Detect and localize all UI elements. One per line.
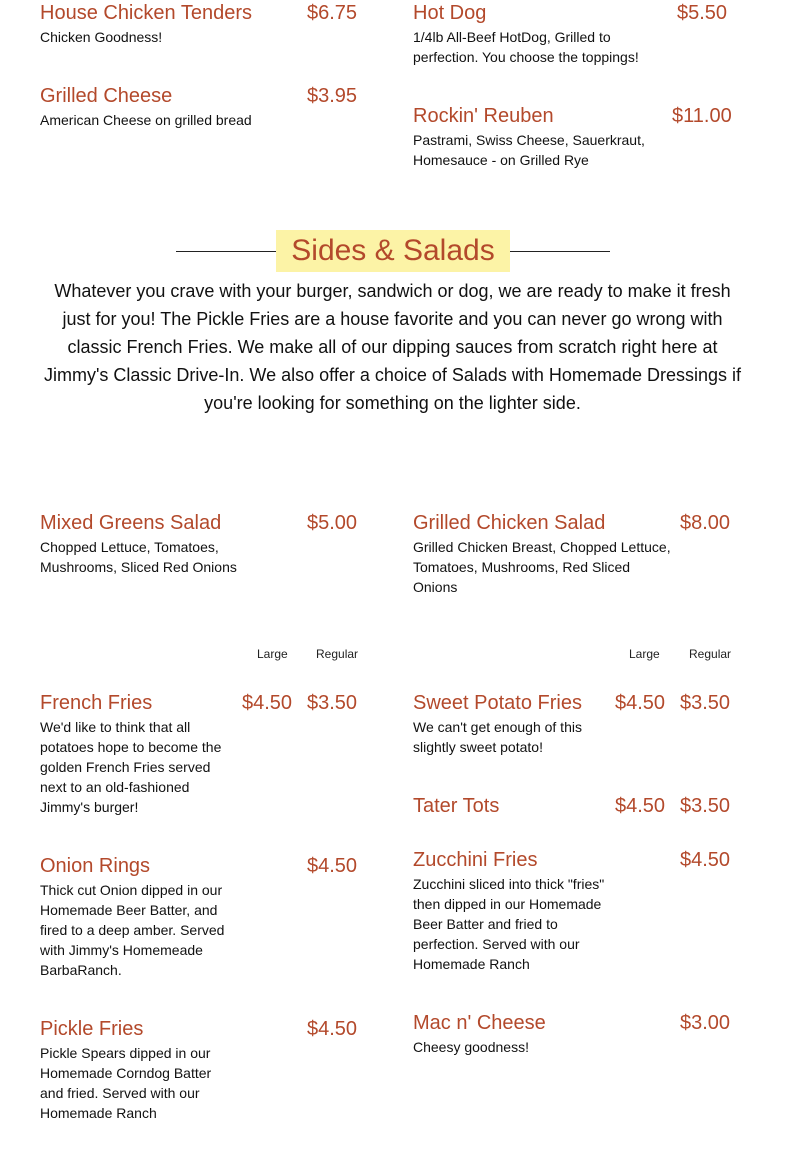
item-price-regular: $3.50 xyxy=(680,692,731,714)
item-name: Zucchini Fries xyxy=(413,849,538,871)
item-name: Mixed Greens Salad xyxy=(40,512,222,534)
item-description: Cheesy goodness! xyxy=(413,1039,529,1055)
item-price: $4.50 xyxy=(307,855,358,877)
size-label-regular: Regular xyxy=(316,647,359,661)
item-price: $4.50 xyxy=(307,1018,358,1040)
item-name: Grilled Chicken Salad xyxy=(413,512,606,534)
item-price: $3.95 xyxy=(307,85,358,107)
item-description: We can't get enough of this slightly sweet potato! xyxy=(413,719,582,755)
item-name: Mac n' Cheese xyxy=(413,1012,546,1034)
item-price-large: $4.50 xyxy=(242,692,293,714)
size-label-large: Large xyxy=(629,647,660,661)
item-description: Thick cut Onion dipped in our Homemade Beer Batter, and fired to a deep amber. Served with Jimmy's Homemeade BarbaRanch. xyxy=(40,882,225,978)
item-price: $11.00 xyxy=(672,105,732,127)
item-name: House Chicken Tenders xyxy=(40,2,252,24)
item-name: Rockin' Reuben xyxy=(413,105,554,127)
item-description: 1/4lb All-Beef HotDog, Grilled to perfection. You choose the toppings! xyxy=(413,29,639,65)
size-label-regular: Regular xyxy=(689,647,732,661)
item-description: Pastrami, Swiss Cheese, Sauerkraut, Homesauce - on Grilled Rye xyxy=(413,132,645,168)
item-name: Tater Tots xyxy=(413,795,500,817)
section-divider-left xyxy=(176,251,276,252)
item-description: Chopped Lettuce, Tomatoes, Mushrooms, Sliced Red Onions xyxy=(40,539,237,575)
section-intro: Whatever you crave with your burger, sandwich or dog, we are ready to make it fresh just for you! The Pickle Fries are a house favorite and you can never go wrong with classic French Fries. We make all of our dipping sauces from scratch right here at Jimmy's Classic Drive-In. We also offer a choice of Salads with Homemade Dressings if you're looking for something on the lighter side. xyxy=(43,281,741,413)
item-name: Onion Rings xyxy=(40,855,151,877)
item-price-regular: $3.50 xyxy=(307,692,358,714)
item-price: $5.50 xyxy=(677,2,728,24)
item-name: French Fries xyxy=(40,692,153,714)
item-price-large: $4.50 xyxy=(615,795,666,817)
item-price-large: $4.50 xyxy=(615,692,666,714)
section-title: Sides & Salads xyxy=(276,230,510,272)
item-name: Pickle Fries xyxy=(40,1018,144,1040)
item-price-regular: $3.50 xyxy=(680,795,731,817)
item-description: Pickle Spears dipped in our Homemade Corndog Batter and fried. Served with our Homemade Ranch xyxy=(40,1045,212,1121)
item-name: Hot Dog xyxy=(413,2,487,24)
item-price: $8.00 xyxy=(680,512,731,534)
item-description: Chicken Goodness! xyxy=(40,29,163,45)
section-divider-right xyxy=(510,251,610,252)
item-description: We'd like to think that all potatoes hope to become the golden French Fries served next to an old-fashioned Jimmy's burger! xyxy=(40,719,222,815)
item-description: Zucchini sliced into thick "fries" then dipped in our Homemade Beer Batter and fried to perfection. Served with our Homemade Ranch xyxy=(413,876,605,972)
item-price: $3.00 xyxy=(680,1012,731,1034)
item-price: $5.00 xyxy=(307,512,358,534)
size-label-large: Large xyxy=(257,647,288,661)
item-description: Grilled Chicken Breast, Chopped Lettuce, Tomatoes, Mushrooms, Red Sliced Onions xyxy=(413,539,671,595)
item-price: $4.50 xyxy=(680,849,731,871)
item-description: American Cheese on grilled bread xyxy=(40,112,252,128)
item-name: Sweet Potato Fries xyxy=(413,692,582,714)
item-price: $6.75 xyxy=(307,2,358,24)
item-name: Grilled Cheese xyxy=(40,85,173,107)
